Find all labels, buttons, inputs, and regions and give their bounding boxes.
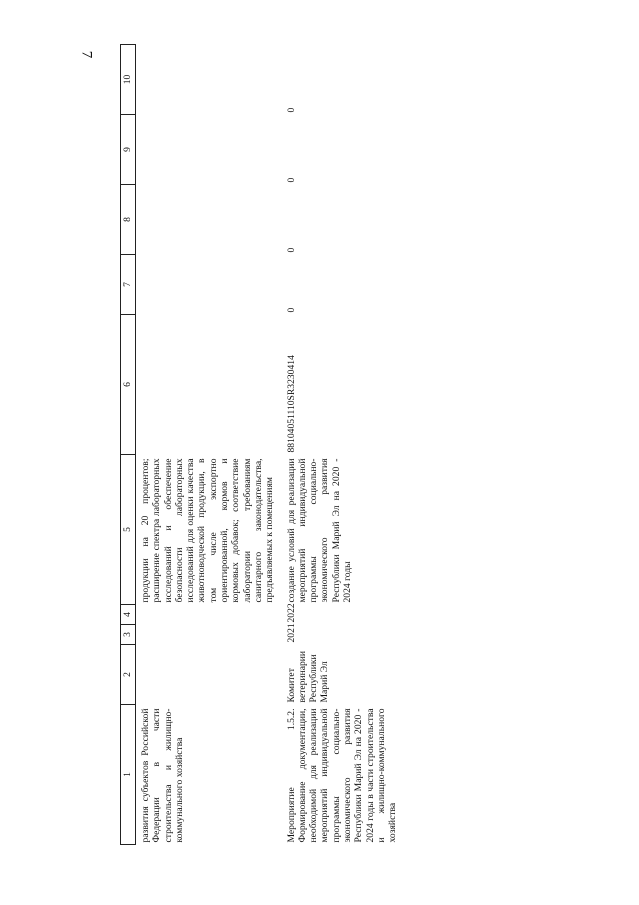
cell-value-7: 0 — [285, 307, 297, 313]
cell-measure-name: развития субъектов Российской Федерации в части строительства и жилищно-коммунального хозяйства — [140, 708, 185, 843]
cell-expected-result: продукции на 20 процентов; расширение спектра лабораторных исследований и обеспечение безопасности лабораторных исследований для оценки качества животноводческой продукции, в том числе экспортно ориентированной, кормов и кормовых добавок; соответствие лаборатории требованиям санитарного законодательства, предъявляемых к помещениям — [140, 458, 276, 603]
col-header-5: 5 — [121, 455, 136, 605]
cell-value-10: 0 — [285, 107, 297, 113]
cell-budget-code: 88104051110SR3230414 — [285, 355, 297, 453]
rotated-table-container — [120, 45, 535, 845]
cell-end-year — [136, 605, 278, 625]
cell-value-9: 0 — [285, 177, 297, 183]
cell-value-8: 0 — [285, 247, 297, 253]
col-header-4: 4 — [121, 605, 136, 625]
table-row — [278, 45, 401, 845]
cell-end-year: 2022 — [285, 603, 297, 623]
cell-budget-code — [136, 315, 278, 455]
cell-value-9 — [136, 115, 278, 185]
cell-expected-result: создание условий для реализации мероприятий индивидуальной программы социально-экономического развития Республики Марий Эл на 2020 - 2024 годы — [285, 458, 354, 603]
table-row — [136, 45, 278, 845]
cell-measure-name: Мероприятие 1.5.2. Формирование документации, необходимой для реализации мероприятий индивидуальной программы социально-экономического развития Республики Марий Эл на 2020 - 2024 годы в части строительства и жилищно-коммунального хозяйства — [285, 708, 399, 843]
cell-value-8 — [136, 185, 278, 255]
cell-executor: Комитет ветеринарии Республики Марий Эл — [285, 650, 331, 703]
col-header-8: 8 — [121, 185, 136, 255]
col-header-1: 1 — [121, 705, 136, 845]
cell-value-7 — [136, 255, 278, 315]
cell-start-year: 2021 — [285, 623, 297, 643]
column-number-row — [121, 45, 136, 845]
col-header-10: 10 — [121, 45, 136, 115]
program-table — [120, 44, 401, 845]
col-header-2: 2 — [121, 645, 136, 705]
cell-start-year — [136, 625, 278, 645]
col-header-9: 9 — [121, 115, 136, 185]
col-header-7: 7 — [121, 255, 136, 315]
col-header-3: 3 — [121, 625, 136, 645]
cell-value-10 — [136, 45, 278, 115]
page-number: 7 — [78, 50, 95, 59]
col-header-6: 6 — [121, 315, 136, 455]
cell-executor — [136, 645, 278, 705]
